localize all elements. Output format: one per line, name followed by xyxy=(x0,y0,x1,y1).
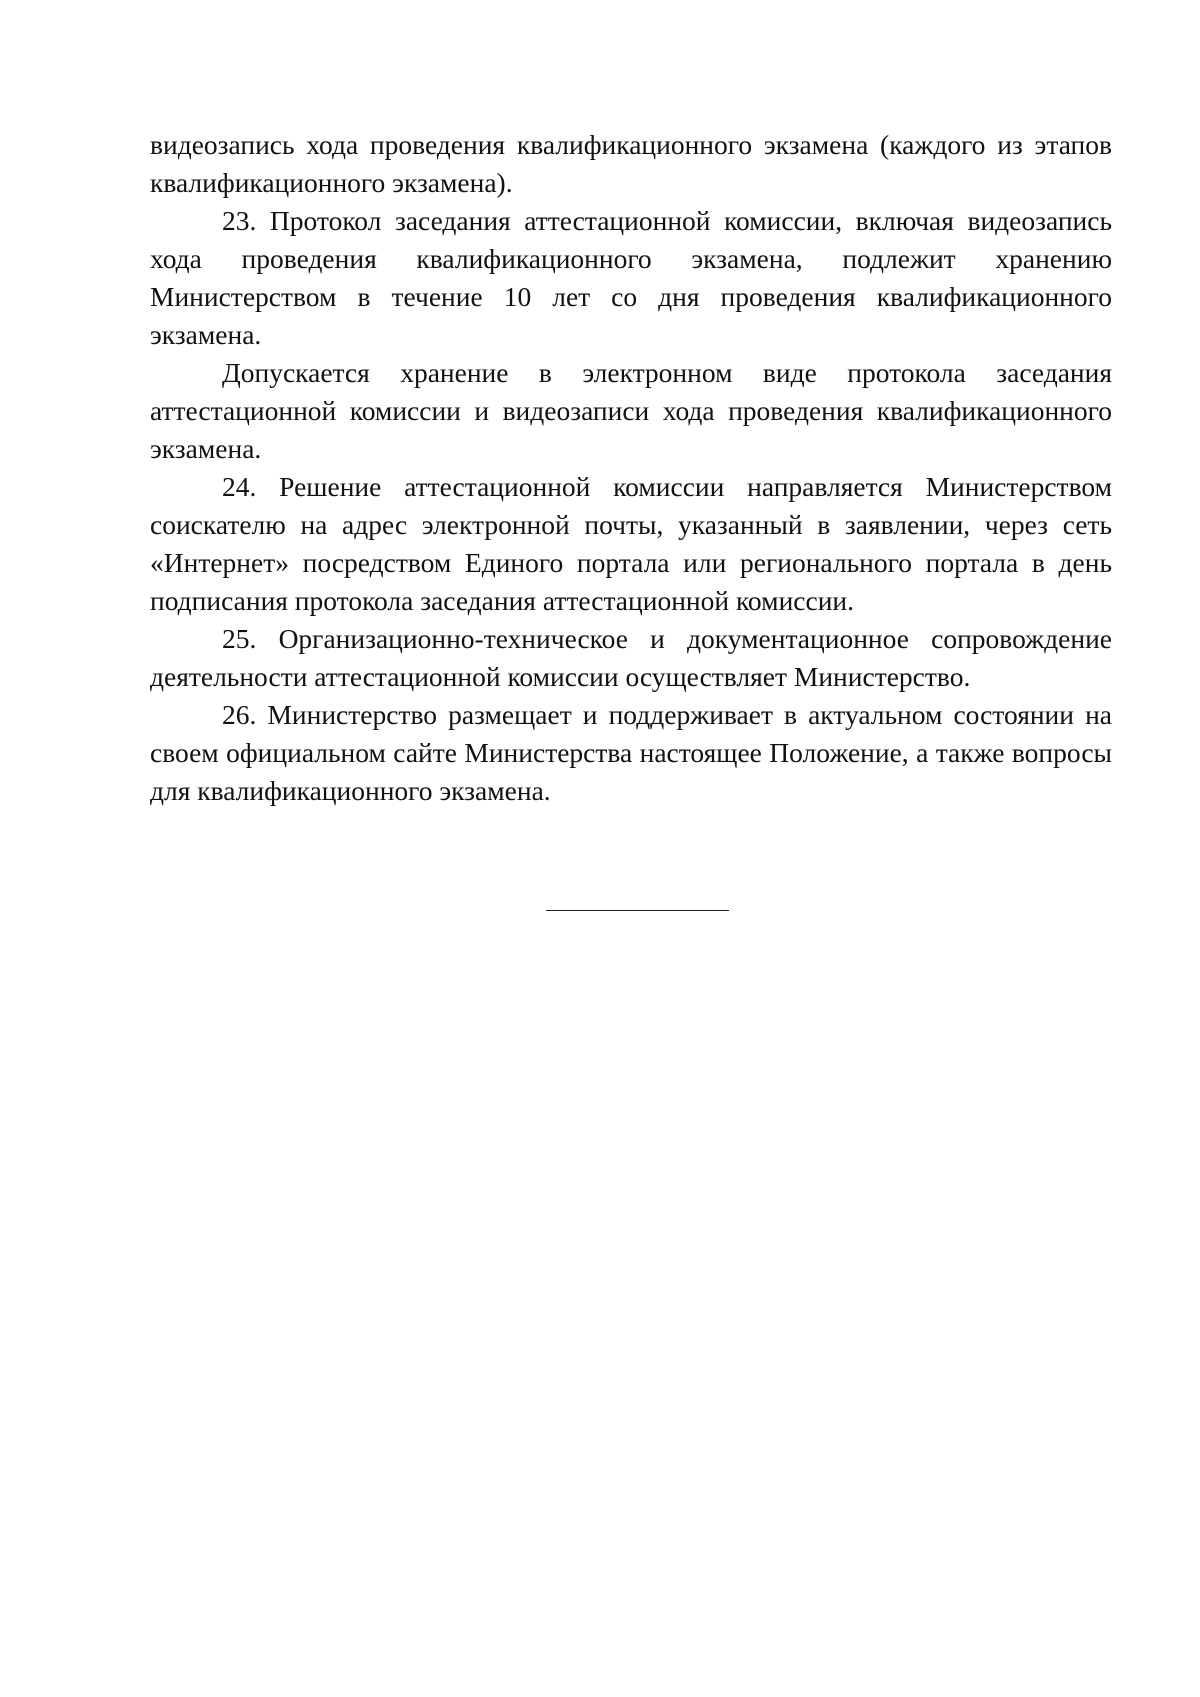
document-body xyxy=(150,126,1112,810)
paragraph-23: 23. Протокол заседания аттестационной комиссии, включая видеозапись хода проведения квалификационного экзамена, подлежит хранению Министерством в течение 10 лет со дня проведения квалификационного экзамена. xyxy=(150,205,1112,350)
paragraph-26: 26. Министерство размещает и поддерживает в актуальном состоянии на своем официальном сайте Министерства настоящее Положение, а также вопросы для квалификационного экзамена. xyxy=(150,699,1112,806)
paragraph-continuation: видеозапись хода проведения квалификационного экзамена (каждого из этапов квалификационного экзамена). xyxy=(150,129,1112,198)
end-of-document-rule xyxy=(546,910,729,911)
paragraph-23-electronic-storage: Допускается хранение в электронном виде протокола заседания аттестационной комиссии и видеозаписи хода проведения квалификационного экзамена. xyxy=(150,357,1112,464)
paragraph-24: 24. Решение аттестационной комиссии направляется Министерством соискателю на адрес электронной почты, указанный в заявлении, через сеть «Интернет» посредством Единого портала или регионального портала в день подписания протокола заседания аттестационной комиссии. xyxy=(150,471,1112,616)
paragraph-25: 25. Организационно-техническое и документационное сопровождение деятельности аттестационной комиссии осуществляет Министерство. xyxy=(150,623,1112,692)
